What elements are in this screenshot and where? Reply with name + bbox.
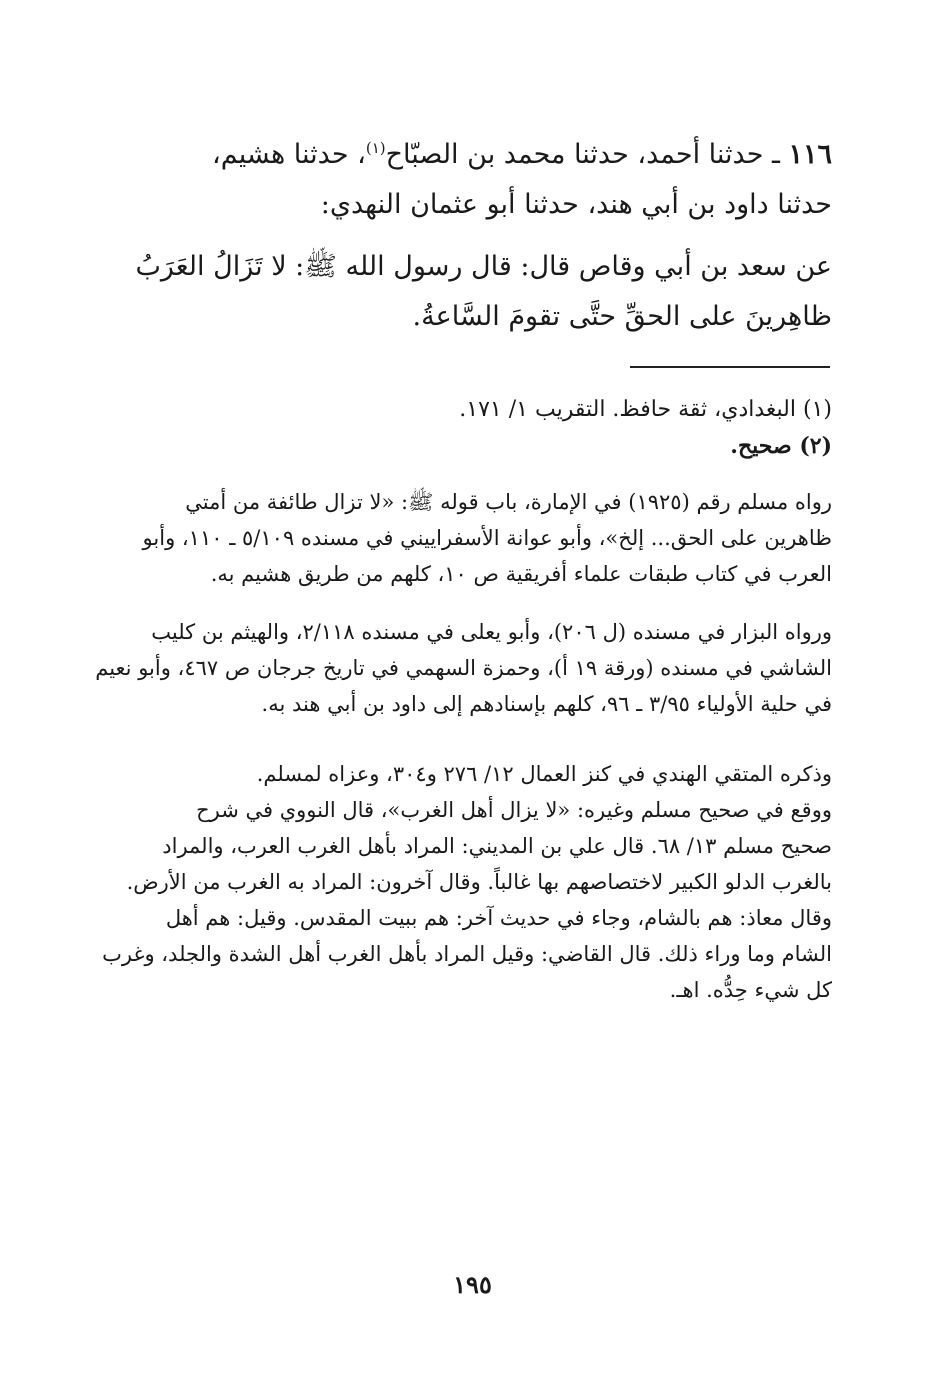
hadith-line-2: حدثنا داود بن أبي هند، حدثنا أبو عثمان النهدي:: [320, 189, 832, 220]
note-line: صحيح مسلم ١٣/ ٦٨. قال علي بن المديني: المراد بأهل الغرب العرب، والمراد: [162, 834, 832, 858]
note-line: الشاشي في مسنده (ورقة ١٩ أ)، وحمزة السهمي في تاريخ جرجان ص ٤٦٧، وأبو نعيم: [95, 656, 832, 680]
hadith-line-4: ظاهِرينَ على الحقِّ حتَّى تقومَ السَّاعةُ.: [412, 301, 832, 332]
footnote-separator: [630, 366, 830, 368]
footnote-2: [128, 428, 832, 464]
hadith-line-1-text: ـ حدثنا أحمد، حدثنا محمد بن الصبّاح: [385, 139, 789, 170]
note-line: ووقع في صحيح مسلم وغيره: «لا يزال أهل الغرب»، قال النووي في شرح: [196, 798, 832, 822]
footnote-marker-1: (١): [365, 139, 386, 157]
note-line: الشام وما وراء ذلك. قال القاضي: وقيل المراد بأهل الغرب أهل الشدة والجلد، وغرب: [102, 942, 832, 966]
hadith-line-1: [128, 130, 832, 180]
takhrij-paragraph-3: [102, 756, 832, 1008]
page-number: ١٩٥: [453, 1270, 492, 1299]
footnotes: [128, 392, 832, 464]
note-line: ظاهرين على الحق... إلخ»، وأبو عوانة الأسفراييني في مسنده ٥/١٠٩ ـ ١١٠، وأبو: [142, 526, 832, 550]
hadith-matn: [128, 242, 832, 342]
note-line: العرب في كتاب طبقات علماء أفريقية ص ١٠، كلهم من طريق هشيم به.: [210, 562, 832, 586]
hadith-text: [128, 130, 832, 230]
takhrij-paragraph-1: [128, 484, 832, 592]
footnote-2-marker: (٢): [799, 433, 832, 459]
note-line: كل شيء حِدُّه. اهـ.: [669, 978, 832, 1002]
note-line: رواه مسلم رقم (١٩٢٥) في الإمارة، باب قوله ﷺ: «لا تزال طائفة من أمتي: [185, 490, 832, 514]
note-line: وقال معاذ: هم بالشام، وجاء في حديث آخر: هم ببيت المقدس. وقيل: هم أهل: [165, 906, 832, 930]
note-line: ورواه البزار في مسنده (ل ٢٠٦)، وأبو يعلى في مسنده ٢/١١٨، والهيثم بن كليب: [151, 620, 832, 644]
hadith-line-1-tail: ، حدثنا هشيم،: [212, 139, 366, 170]
note-line: وذكره المتقي الهندي في كنز العمال ١٢/ ٢٧٦ و٣٠٤، وعزاه لمسلم.: [256, 762, 832, 786]
footnote-1-marker: (١): [802, 397, 832, 422]
footnote-1: [128, 392, 832, 428]
hadith-line-3: عن سعد بن أبي وقاص قال: قال رسول الله ﷺ: لا تَزَالُ العَرَبُ: [135, 251, 832, 282]
footnote-2-text: صحيح.: [730, 433, 800, 459]
note-line: في حلية الأولياء ٣/٩٥ ـ ٩٦، كلهم بإسنادهم إلى داود بن أبي هند به.: [261, 692, 832, 716]
takhrij-paragraph-2: [95, 614, 832, 722]
footnote-1-text: البغدادي، ثقة حافظ. التقريب ١/ ١٧١.: [459, 397, 803, 422]
hadith-number: ١١٦: [788, 139, 832, 170]
note-line: بالغرب الدلو الكبير لاختصاصهم بها غالباً. وقال آخرون: المراد به الغرب من الأرض.: [126, 870, 832, 894]
